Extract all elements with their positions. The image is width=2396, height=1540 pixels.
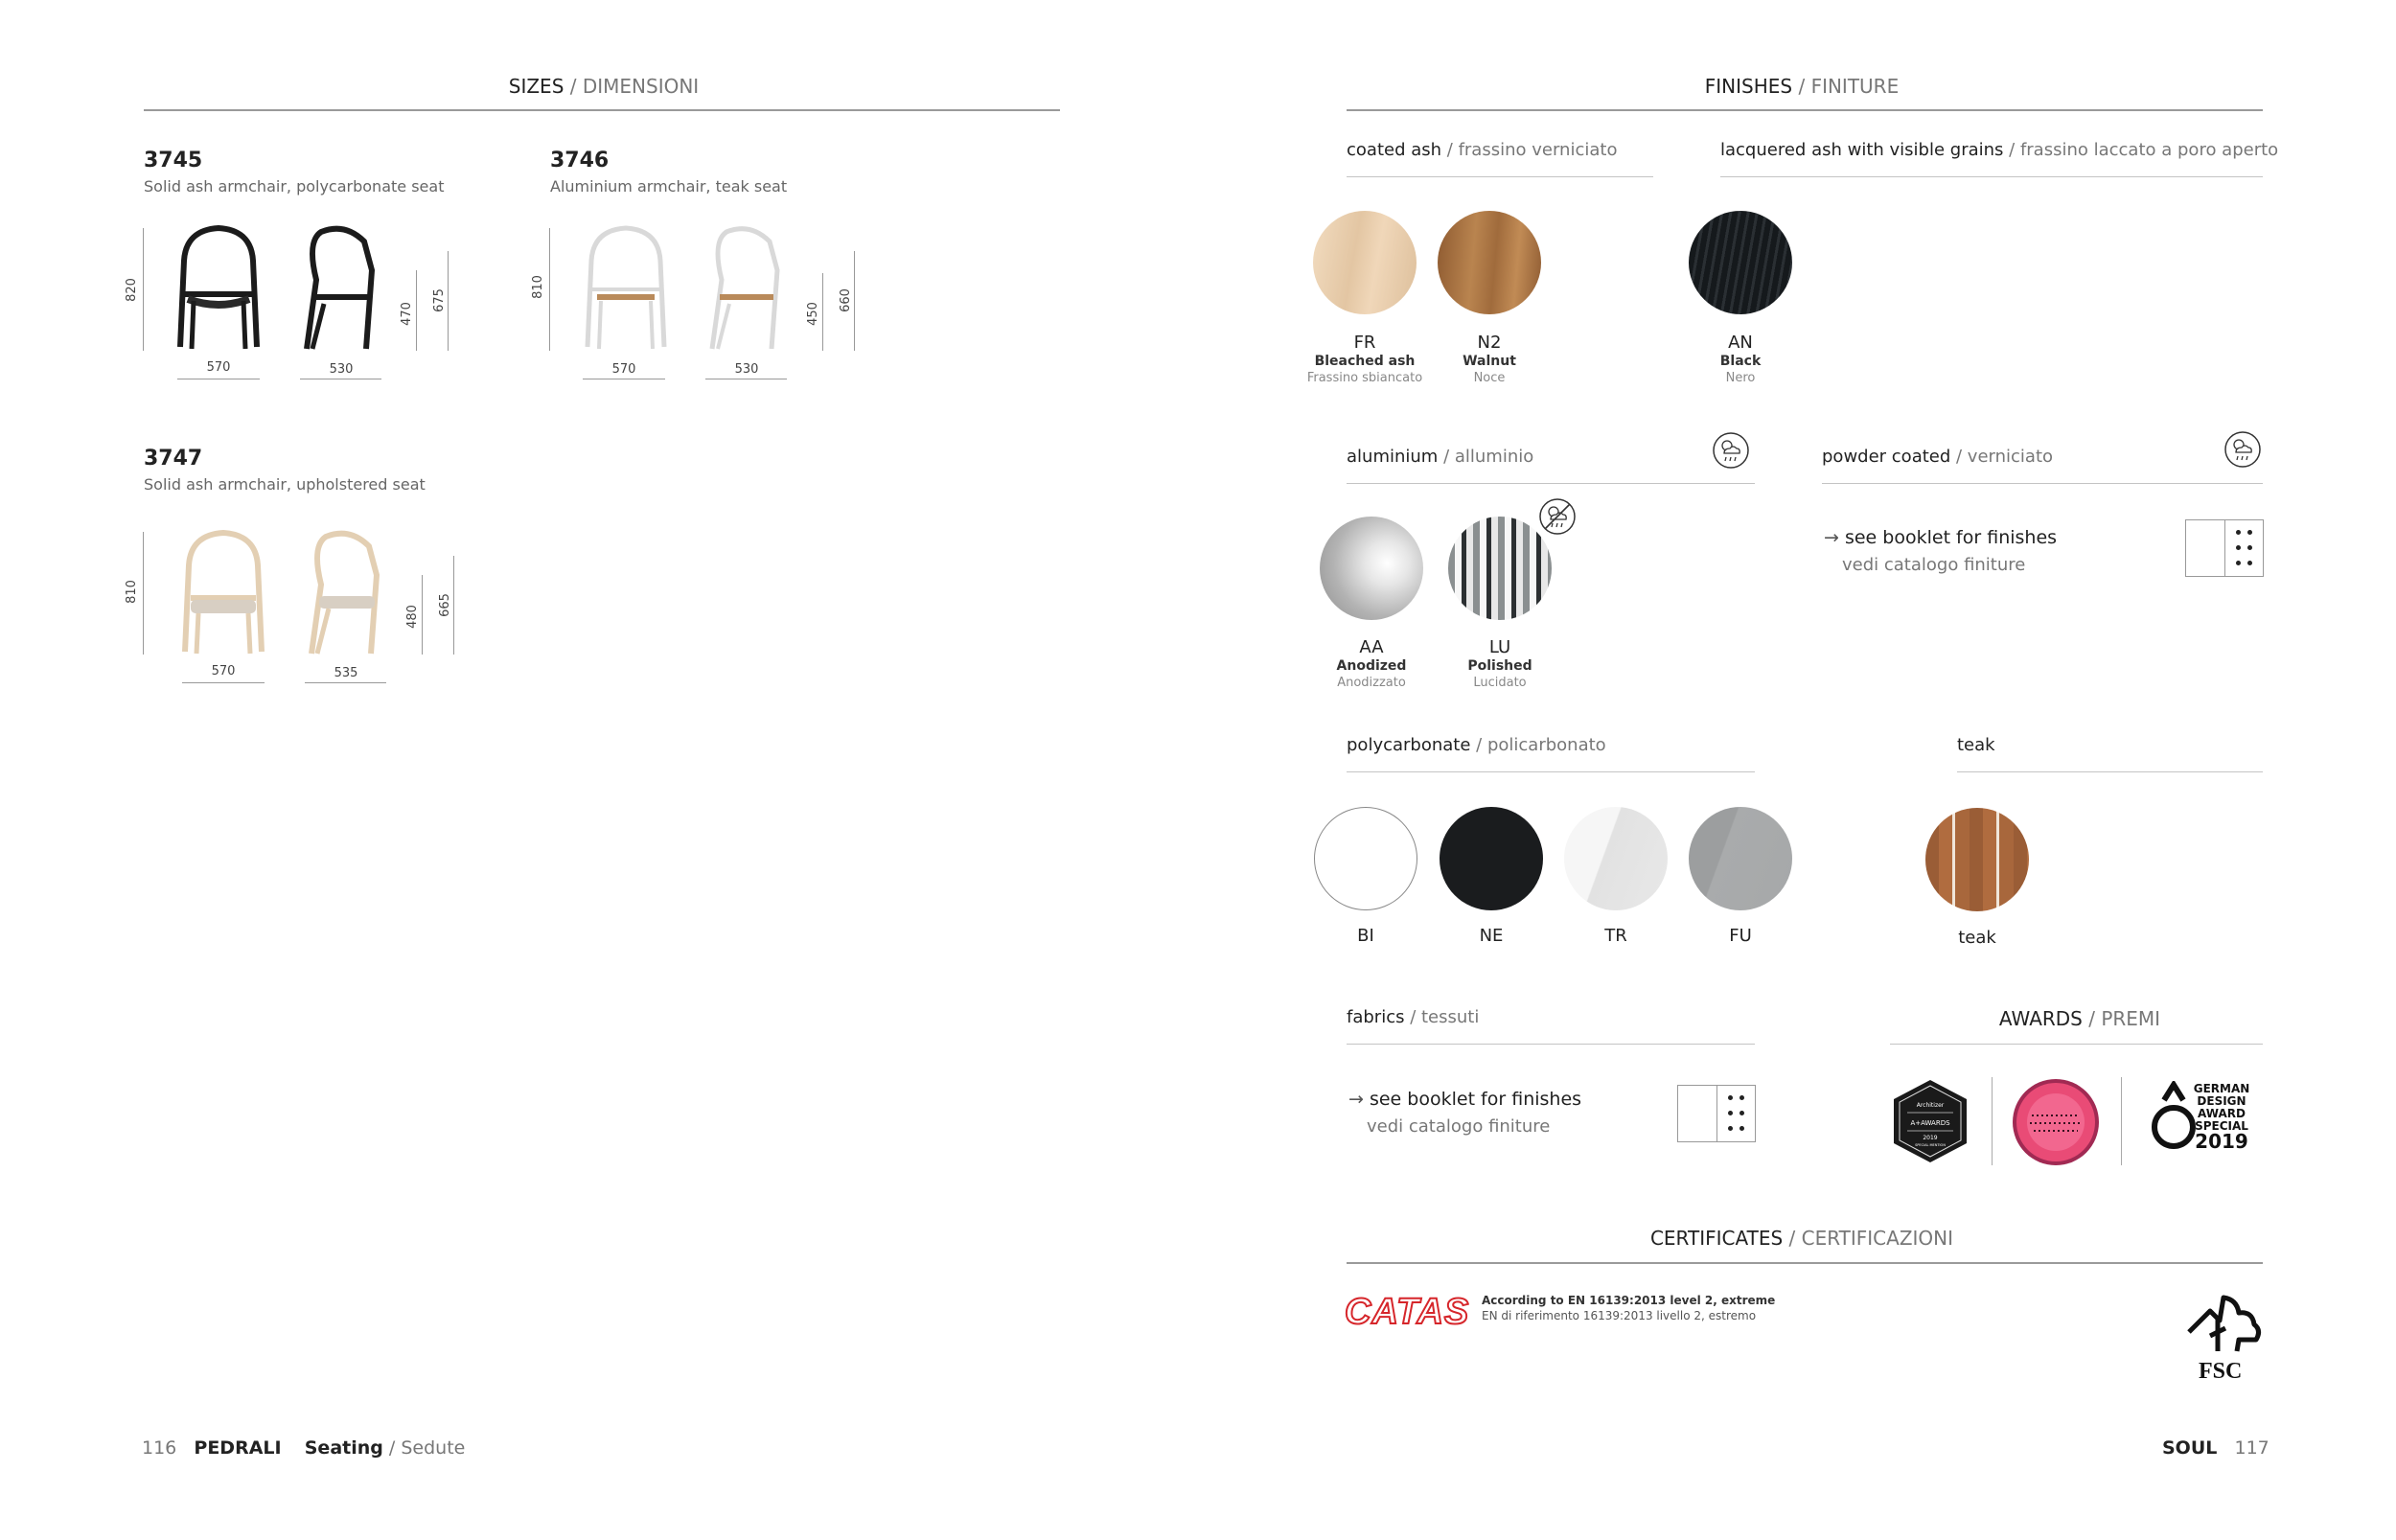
awards-title (1936, 1007, 2223, 1030)
powder-coated-title (1822, 447, 2053, 467)
german-design-award-logo (2151, 1081, 2266, 1154)
swatch-bi[interactable] (1314, 807, 1417, 910)
page-number-right: 117 (2234, 1437, 2269, 1459)
dim-seat-height: 450 (805, 302, 820, 326)
swatch-en-an: Black (1719, 354, 1762, 369)
page-number-left: 116 (142, 1437, 177, 1459)
svg-text:DESIGN: DESIGN (2197, 1094, 2246, 1108)
finishes-title (1658, 75, 1946, 98)
swatch-code-lu: LU (1488, 637, 1511, 657)
dim-width-front: 570 (211, 664, 236, 678)
dim-line (422, 575, 423, 655)
outdoor-weather-icon (2223, 430, 2262, 469)
polycarbonate-it: / policarbonato (1476, 735, 1606, 755)
arrow-right-icon: → (1824, 527, 1839, 548)
svg-text:2019: 2019 (2195, 1130, 2248, 1153)
fabrics-title (1347, 1007, 1479, 1027)
swatch-teak-label: teak (1958, 928, 1996, 948)
teak-rule (1957, 771, 2263, 772)
lacquered-ash-en: lacquered ash with visible grains (1720, 140, 2004, 160)
finishes-title-it: / FINITURE (1798, 75, 1900, 98)
left-footer (142, 1437, 465, 1459)
svg-text:Architizer: Architizer (1916, 1102, 1945, 1109)
product-code-3745: 3745 (144, 149, 203, 172)
certificates-title (1610, 1227, 1993, 1250)
certificates-title-it: / CERTIFICAZIONI (1788, 1227, 1954, 1250)
swatch-tr[interactable] (1564, 807, 1668, 910)
dim-line (305, 682, 386, 683)
polycarbonate-rule (1347, 771, 1755, 772)
dim-width-front: 570 (611, 362, 636, 377)
product-desc-3745: Solid ash armchair, polycarbonate seat (144, 177, 445, 195)
see-booklet-fabrics-it: vedi catalogo finiture (1367, 1116, 1551, 1137)
swatch-bleached-ash[interactable] (1313, 211, 1417, 314)
swatch-code-an: AN (1728, 333, 1753, 353)
chair-3745-side-image (297, 222, 383, 352)
coated-ash-it: / frassino verniciato (1446, 140, 1618, 160)
no-outdoor-icon (1538, 497, 1577, 536)
certificates-rule (1347, 1262, 2263, 1264)
swatch-en-n2: Walnut (1463, 354, 1516, 369)
see-booklet-powder-it: vedi catalogo finiture (1842, 555, 2026, 575)
awards-title-en: AWARDS (1998, 1007, 2083, 1030)
fabrics-it: / tessuti (1410, 1007, 1480, 1027)
dim-height-front: 820 (124, 278, 139, 302)
swatch-en-aa: Anodized (1336, 658, 1407, 674)
arrow-right-icon: → (1348, 1089, 1364, 1110)
dim-width-side: 535 (334, 666, 358, 680)
chair-3746-side-image (703, 222, 789, 352)
swatch-walnut[interactable] (1438, 211, 1541, 314)
aluminium-title (1347, 447, 1533, 467)
dim-height-front: 810 (530, 275, 545, 299)
swatch-it-n2: Noce (1473, 371, 1506, 385)
swatch-it-an: Nero (1725, 371, 1756, 385)
swatch-ne[interactable] (1440, 807, 1543, 910)
svg-text:AWARD: AWARD (2198, 1107, 2246, 1120)
aluminium-it: / alluminio (1443, 447, 1534, 467)
swatch-en-lu: Polished (1467, 658, 1532, 674)
product-desc-3747: Solid ash armchair, upholstered seat (144, 475, 426, 494)
swatch-fu[interactable] (1689, 807, 1792, 910)
awards-title-it: / PREMI (2088, 1007, 2161, 1030)
award-divider (2121, 1077, 2122, 1165)
powder-rule (1822, 483, 2263, 484)
svg-text:GERMAN: GERMAN (2193, 1082, 2250, 1095)
fsc-tree-logo (2181, 1292, 2264, 1359)
dim-line (143, 228, 144, 351)
chair-3747-front-image (175, 527, 271, 656)
finishes-rule (1347, 109, 2263, 111)
coated-ash-title (1347, 140, 1617, 160)
swatch-black[interactable] (1689, 211, 1792, 314)
dim-width-front: 570 (206, 360, 231, 375)
swatch-anodized[interactable] (1320, 517, 1423, 620)
swatch-teak[interactable] (1925, 808, 2029, 911)
dim-line (453, 556, 454, 655)
dim-width-side: 530 (329, 362, 354, 377)
see-booklet-text: see booklet for finishes (1369, 1089, 1582, 1110)
section-name-it: / Sedute (388, 1437, 466, 1459)
fabrics-en: fabrics (1347, 1007, 1405, 1027)
dim-seat-height: 480 (404, 605, 420, 629)
swatch-polished[interactable] (1448, 517, 1552, 620)
catas-logo: CATAS (1345, 1292, 1470, 1332)
swatch-code-aa: AA (1359, 637, 1384, 657)
powder-en: powder coated (1822, 447, 1951, 467)
dim-line (822, 273, 823, 351)
swatch-code-ne: NE (1479, 926, 1504, 946)
swatch-en-fr: Bleached ash (1314, 354, 1416, 369)
coated-ash-en: coated ash (1347, 140, 1442, 160)
chair-3747-side-image (302, 527, 388, 656)
dim-line (143, 532, 144, 655)
award-divider (1992, 1077, 1993, 1165)
dim-line (854, 251, 855, 351)
dim-line (549, 228, 550, 351)
see-booklet-text: see booklet for finishes (1844, 527, 2058, 548)
swatch-code-bi: BI (1357, 926, 1374, 946)
coated-ash-rule (1347, 176, 1653, 177)
dim-width-side: 530 (734, 362, 759, 377)
dim-height-front: 810 (124, 580, 139, 604)
chair-3746-front-image (578, 222, 674, 352)
certificates-title-en: CERTIFICATES (1649, 1227, 1784, 1250)
lacquered-ash-it: / frassino laccato a poro aperto (2009, 140, 2279, 160)
dim-line (182, 682, 265, 683)
swatch-code-tr: TR (1604, 926, 1627, 946)
catas-note-it: EN di riferimento 16139:2013 livello 2, estremo (1482, 1309, 1757, 1322)
see-booklet-powder[interactable] (1824, 527, 2057, 548)
chair-3745-front-image (171, 222, 266, 352)
teak-title: teak (1957, 735, 1995, 755)
fsc-text: FSC (2199, 1359, 2243, 1384)
svg-text:A+AWARDS: A+AWARDS (1910, 1119, 1950, 1127)
outdoor-weather-icon (1712, 431, 1750, 470)
right-footer (2162, 1437, 2269, 1459)
pink-award-seal (2011, 1077, 2101, 1167)
lacquered-ash-rule (1720, 176, 2263, 177)
sizes-title (460, 75, 748, 98)
product-desc-3746: Aluminium armchair, teak seat (550, 177, 788, 195)
booklet-icon (2185, 519, 2264, 577)
svg-text:2019: 2019 (1923, 1135, 1938, 1141)
dim-arm-height: 675 (431, 288, 447, 312)
sizes-title-en: SIZES (508, 75, 564, 98)
product-code-3746: 3746 (550, 149, 610, 172)
product-name: SOUL (2162, 1437, 2218, 1459)
dim-line (448, 251, 449, 351)
section-name: Seating (304, 1437, 383, 1459)
svg-text:SPECIAL: SPECIAL (2195, 1119, 2248, 1133)
swatch-code-n2: N2 (1477, 333, 1502, 353)
awards-rule (1890, 1044, 2263, 1045)
product-code-3747: 3747 (144, 447, 203, 471)
architizer-award-logo (1890, 1078, 1970, 1164)
polycarbonate-en: polycarbonate (1347, 735, 1471, 755)
fabrics-rule (1347, 1044, 1755, 1045)
brand-name: PEDRALI (194, 1437, 282, 1459)
lacquered-ash-title (1720, 140, 2278, 160)
swatch-it-aa: Anodizzato (1337, 676, 1406, 690)
polycarbonate-title (1347, 735, 1606, 755)
sizes-title-it: / DIMENSIONI (569, 75, 700, 98)
sizes-rule (144, 109, 1060, 111)
dim-seat-height: 470 (399, 302, 414, 326)
swatch-code-fr: FR (1353, 333, 1376, 353)
finishes-title-en: FINISHES (1704, 75, 1793, 98)
see-booklet-fabrics[interactable] (1348, 1089, 1581, 1110)
dim-arm-height: 665 (437, 593, 452, 617)
swatch-it-fr: Frassino sbiancato (1306, 371, 1423, 385)
svg-text:SPECIAL MENTION: SPECIAL MENTION (1915, 1143, 1946, 1147)
booklet-icon (1677, 1085, 1756, 1142)
swatch-it-lu: Lucidato (1473, 676, 1527, 690)
aluminium-en: aluminium (1347, 447, 1439, 467)
swatch-code-fu: FU (1729, 926, 1752, 946)
aluminium-rule (1347, 483, 1755, 484)
dim-arm-height: 660 (838, 288, 853, 312)
dim-line (416, 270, 417, 351)
powder-it: / verniciato (1956, 447, 2054, 467)
catas-note-en: According to EN 16139:2013 level 2, extreme (1482, 1294, 1776, 1307)
